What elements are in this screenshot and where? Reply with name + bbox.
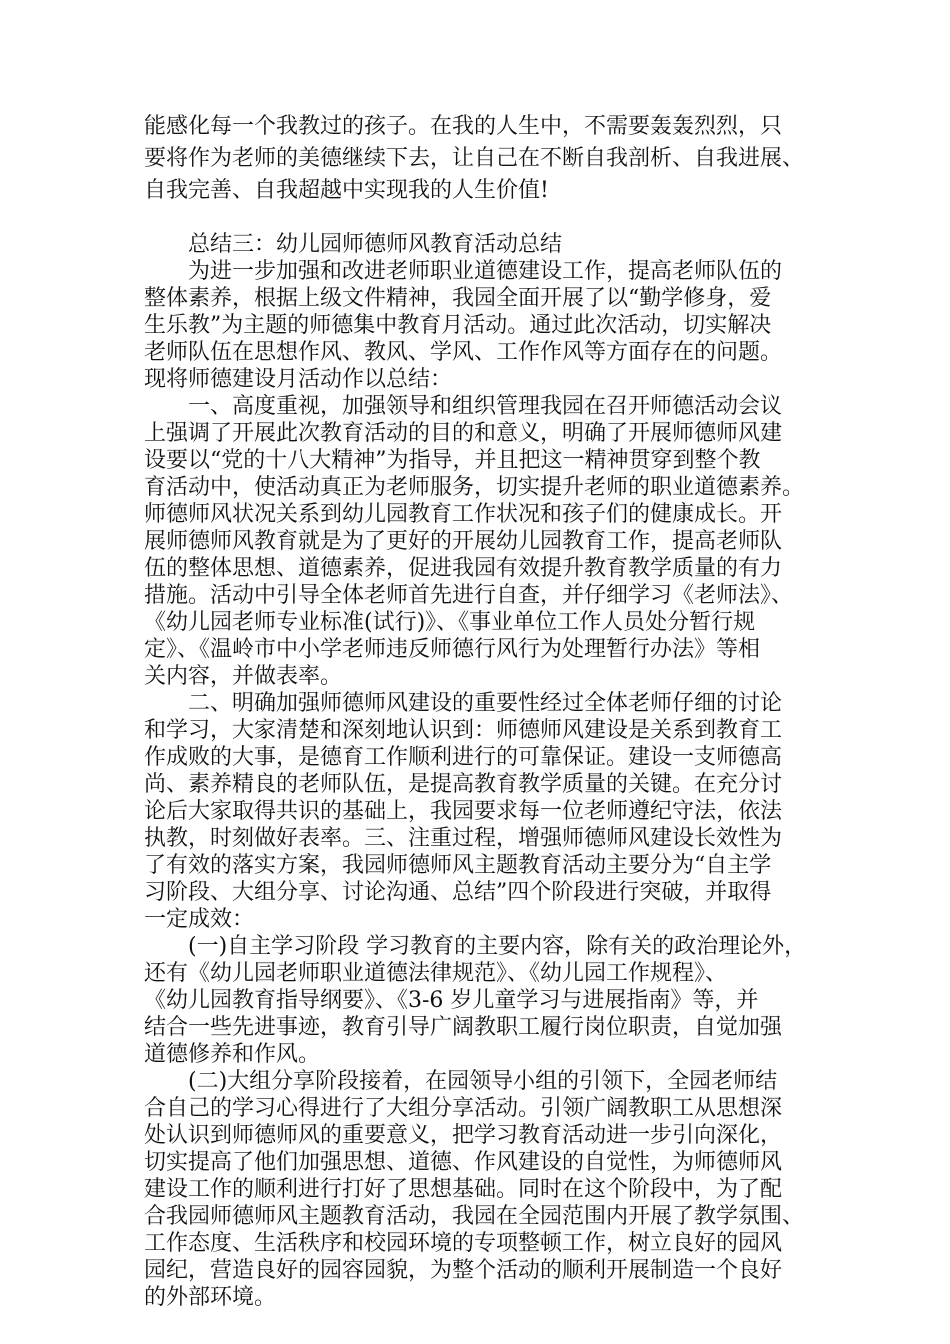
text-line: 合自己的学习心得进行了大组分享活动。引领广阔教职工从思想深 bbox=[144, 1096, 783, 1121]
section-heading: 总结三：幼儿园师德师风教育活动总结 bbox=[188, 232, 563, 257]
text-line: 论后大家取得共识的基础上，我园要求每一位老师遵纪守法，依法 bbox=[144, 799, 783, 824]
text-line: 工作态度、生活秩序和校园环境的专项整顿工作，树立良好的园风 bbox=[144, 1231, 783, 1256]
text-line: 和学习，大家清楚和深刻地认识到：师德师风建设是关系到教育工 bbox=[144, 718, 783, 743]
text-line: 二、明确加强师德师风建设的重要性经过全体老师仔细的讨论 bbox=[188, 691, 783, 716]
text-line: 作成败的大事，是德育工作顺利进行的可靠保证。建设一支师德高 bbox=[144, 745, 783, 770]
text-line: 还有《幼儿园老师职业道德法律规范》、《幼儿园工作规程》、 bbox=[144, 961, 728, 986]
text-line: 生乐教”为主题的师德集中教育月活动。通过此次活动，切实解决 bbox=[144, 313, 772, 338]
text-line: 《幼儿园老师专业标准(试行)》、《事业单位工作人员处分暂行规 bbox=[144, 610, 756, 635]
text-line: 自我完善、自我超越中实现我的人生价值! bbox=[144, 178, 549, 203]
text-line: 措施。活动中引导全体老师首先进行自查，并仔细学习《老师法》、 bbox=[144, 583, 794, 608]
text-line: 处认识到师德师风的重要意义，把学习教育活动进一步引向深化， bbox=[144, 1123, 783, 1148]
text-line: 一定成效： bbox=[144, 907, 255, 932]
text-line: 执教，时刻做好表率。三、注重过程，增强师德师风建设长效性为 bbox=[144, 826, 783, 851]
text-line: 了有效的落实方案，我园师德师风主题教育活动主要分为“自主学 bbox=[144, 853, 772, 878]
text-line: 整体素养，根据上级文件精神，我园全面开展了以“勤学修身，爱 bbox=[144, 286, 772, 311]
text-line: 一、高度重视，加强领导和组织管理我园在召开师德活动会议 bbox=[188, 394, 783, 419]
text-line: 育活动中，使活动真正为老师服务，切实提升老师的职业道德素养。 bbox=[144, 475, 805, 500]
text-line: 尚、素养精良的老师队伍，是提高教育教学质量的关键。在充分讨 bbox=[144, 772, 783, 797]
text-line: 的外部环境。 bbox=[144, 1285, 277, 1310]
text-line: (二)大组分享阶段接着，在园领导小组的引领下，全园老师结 bbox=[188, 1069, 778, 1094]
text-line: 定》、《温岭市中小学老师违反师德行风行为处理暂行办法》等相 bbox=[144, 637, 761, 662]
text-line: 伍的整体思想、道德素养，促进我园有效提升教育教学质量的有力 bbox=[144, 556, 783, 581]
text-line: 现将师德建设月活动作以总结： bbox=[144, 367, 453, 392]
text-line: 道德修养和作风。 bbox=[144, 1042, 321, 1067]
text-line: 展师德师风教育就是为了更好的开展幼儿园教育工作，提高老师队 bbox=[144, 529, 783, 554]
text-line: 老师队伍在思想作风、教风、学风、工作作风等方面存在的问题。 bbox=[144, 340, 783, 365]
text-line: 师德师风状况关系到幼儿园教育工作状况和孩子们的健康成长。开 bbox=[144, 502, 783, 527]
text-line: 《幼儿园教育指导纲要》、《3-6 岁儿童学习与进展指南》等，并 bbox=[144, 988, 759, 1013]
text-line: 园纪，营造良好的园容园貌，为整个活动的顺利开展制造一个良好 bbox=[144, 1258, 783, 1283]
text-line: 合我园师德师风主题教育活动，我园在全园范围内开展了教学氛围、 bbox=[144, 1204, 805, 1229]
text-line: 结合一些先进事迹，教育引导广阔教职工履行岗位职责，自觉加强 bbox=[144, 1015, 783, 1040]
text-line: 关内容，并做表率。 bbox=[144, 664, 343, 689]
text-line: (一)自主学习阶段 学习教育的主要内容，除有关的政治理论外， bbox=[188, 934, 807, 959]
text-line: 能感化每一个我教过的孩子。在我的人生中，不需要轰轰烈烈，只 bbox=[144, 114, 783, 139]
text-line: 设要以“党的十八大精神”为指导，并且把这一精神贯穿到整个教 bbox=[144, 448, 761, 473]
text-line: 建设工作的顺利进行打好了思想基础。同时在这个阶段中，为了配 bbox=[144, 1177, 783, 1202]
text-line: 习阶段、大组分享、讨论沟通、总结”四个阶段进行突破，并取得 bbox=[144, 880, 772, 905]
text-line: 上强调了开展此次教育活动的目的和意义，明确了开展师德师风建 bbox=[144, 421, 783, 446]
text-line: 为进一步加强和改进老师职业道德建设工作，提高老师队伍的 bbox=[188, 259, 783, 284]
text-line: 切实提高了他们加强思想、道德、作风建设的自觉性，为师德师风 bbox=[144, 1150, 783, 1175]
text-line: 要将作为老师的美德继续下去，让自己在不断自我剖析、自我进展、 bbox=[144, 146, 805, 171]
